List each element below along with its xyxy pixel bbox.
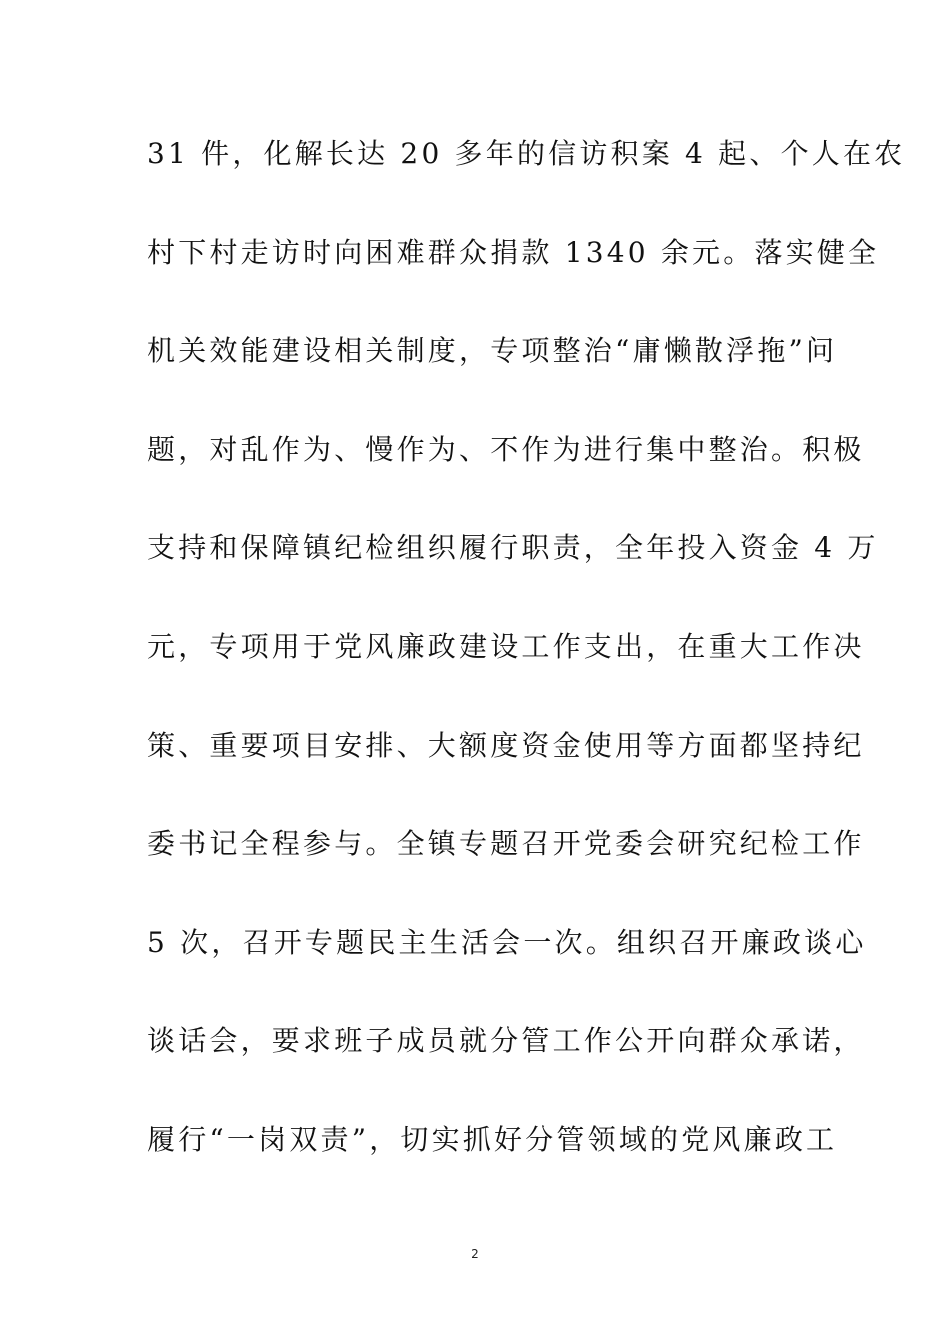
text-line: 支持和保障镇纪检组织履行职责，全年投入资金 4 万 bbox=[147, 531, 879, 565]
text-line: 村下村走访时向困难群众捐款 1340 余元。落实健全 bbox=[147, 235, 880, 269]
text-line: 谈话会，要求班子成员就分管工作公开向群众承诺， bbox=[147, 1024, 865, 1058]
text-line: 31 件，化解长达 20 多年的信访积案 4 起、个人在农 bbox=[147, 137, 906, 170]
text-line: 5 次，召开专题民主生活会一次。组织召开廉政谈心 bbox=[147, 925, 867, 959]
text-line: 题，对乱作为、慢作为、不作为进行集中整治。积极 bbox=[147, 432, 865, 466]
text-line: 策、重要项目安排、大额度资金使用等方面都坚持纪 bbox=[147, 728, 865, 762]
text-line: 履行“一岗双责”，切实抓好分管领域的党风廉政工 bbox=[147, 1122, 838, 1156]
text-line: 元，专项用于党风廉政建设工作支出，在重大工作决 bbox=[147, 629, 865, 663]
text-line: 机关效能建设相关制度，专项整治“庸懒散浮拖”问 bbox=[147, 334, 838, 368]
body-paragraph bbox=[147, 124, 906, 1209]
text-line: 委书记全程参与。全镇专题召开党委会研究纪检工作 bbox=[147, 827, 865, 861]
page-number: 2 bbox=[471, 1247, 479, 1261]
